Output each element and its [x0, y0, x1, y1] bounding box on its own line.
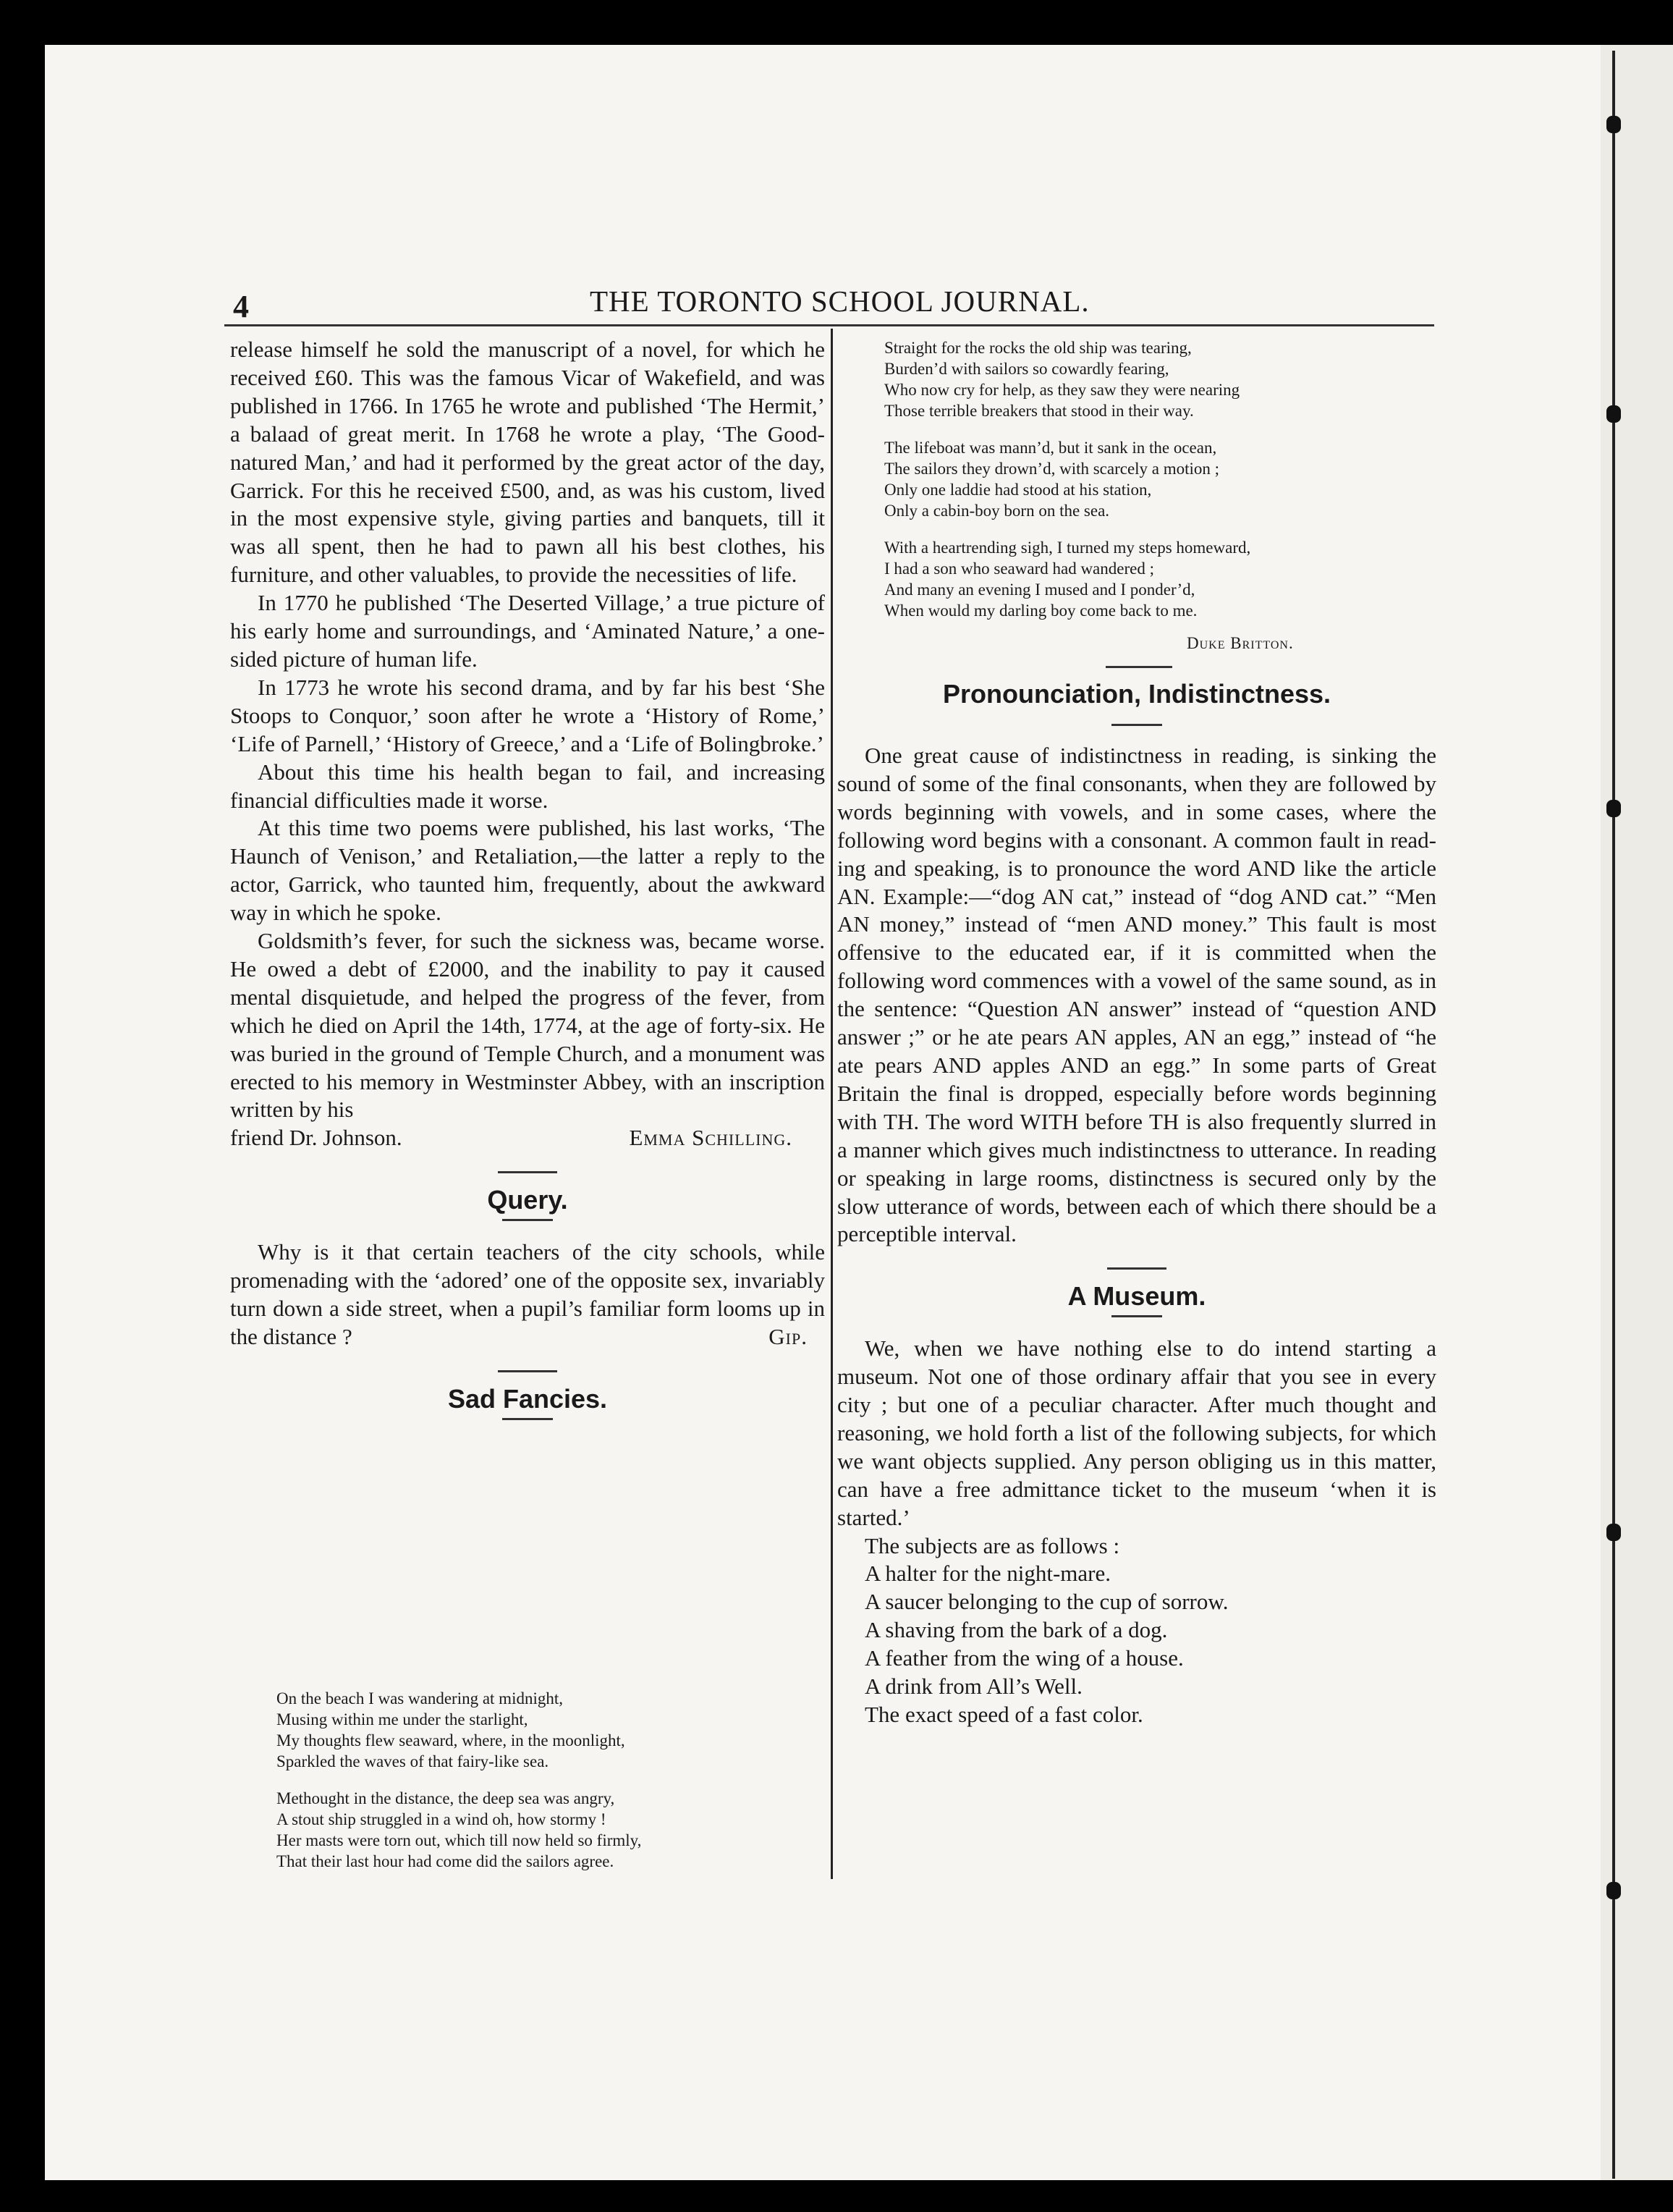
binding-line — [1612, 51, 1615, 2179]
pronunciation-heading: Pronounciation, Indistinctness. — [942, 679, 1331, 709]
query-signature: Gip. — [768, 1323, 808, 1349]
poem-line: Those terrible breakers that stood in their way. — [884, 402, 1194, 420]
poem-line: Who now cry for help, as they saw they were nearing — [884, 381, 1240, 399]
poem-line: With a heartrending sigh, I turned my steps homeward, — [884, 539, 1251, 557]
sad-fancies-poem-continued — [884, 337, 1250, 637]
poem-line: Musing within me under the starlight, — [276, 1710, 528, 1728]
poem-stanza — [884, 537, 1250, 621]
poem-stanza — [276, 1688, 641, 1772]
section-rule — [1107, 1267, 1166, 1270]
poem-line: And many an evening I mused and I ponder’d, — [884, 581, 1195, 599]
section-rule — [1111, 1315, 1162, 1317]
poem-stanza — [884, 437, 1250, 521]
page-number: 4 — [233, 289, 249, 324]
section-rule — [1106, 666, 1172, 668]
binding-knob — [1606, 405, 1621, 423]
pronunciation-text: One great cause of indistinctness in reading, is sinking the sound of some of the final consonants, when they are followed by words beginning with vowels, and in some cases, where the following word begins with a consonant. A common fault in reading and speaking, is to pronounce the word AND like the article AN. Example:—“dog AN cat,” instead of “dog AND cat.” “Men AN money,” instead of “men AND money.” This fault is most offensive to the educated ear, if it is committed when the following word commences with a vowel of the same sound, as in the sentence: “Question AN answer” instead of “question AND answer ;” or he ate pears AN apples, AN an egg,” instead of “he ate pears AND apples AND an egg.” In some parts of Great Britain the final is dropped, especially before words beginning with TH. The word WITH before TH is also frequently slurred in a manner which gives much indistinctness to utterance. In reading or speaking in large rooms, distinctness is secured only by the slow utterance of words, between each of which there should be a perceptible interval. — [837, 743, 1436, 1247]
poem-signature: Duke Britton. — [1187, 634, 1294, 652]
header-rule — [224, 324, 1434, 326]
museum-heading: A Museum. — [1067, 1281, 1206, 1312]
binding-knob — [1606, 800, 1621, 817]
binding-strip — [1601, 45, 1673, 2180]
list-item: A feather from the wing of a house. — [865, 1645, 1184, 1671]
sad-fancies-poem — [276, 1688, 641, 1888]
poem-line: Methought in the distance, the deep sea was angry, — [276, 1789, 615, 1807]
section-rule — [1111, 724, 1162, 726]
binding-knob — [1606, 116, 1621, 133]
poem-line: I had a son who seaward had wandered ; — [884, 560, 1154, 578]
poem-line: When would my darling boy come back to me. — [884, 601, 1198, 620]
list-item: A saucer belonging to the cup of sorrow. — [865, 1589, 1229, 1615]
right-column — [837, 724, 1436, 1729]
list-item: A shaving from the bark of a dog. — [865, 1617, 1168, 1643]
goldsmith-closing-line — [230, 1124, 825, 1152]
list-item: A drink from All’s Well. — [865, 1673, 1083, 1700]
poem-line: Straight for the rocks the old ship was tearing, — [884, 339, 1192, 357]
binding-knob — [1606, 1524, 1621, 1541]
section-rule — [502, 1219, 553, 1221]
query-heading: Query. — [487, 1185, 568, 1215]
museum-list — [837, 1532, 1436, 1729]
list-item: A halter for the night-mare. — [865, 1561, 1111, 1587]
goldsmith-paragraph: About this time his health began to fail, and increasing financial difficulties made it worse. — [230, 759, 825, 813]
poem-line: Sparkled the waves of that fairy-like sea. — [276, 1752, 549, 1770]
poem-line: Her masts were torn out, which till now held so firmly, — [276, 1831, 642, 1849]
poem-line: Only one laddie had stood at his station, — [884, 481, 1152, 499]
goldsmith-paragraph: At this time two poems were published, his last works, ‘The Haunch of Venison,’ and Retaliation,—the latter a reply to the actor, Garrick, who taunted him, frequently, about the awkward way in which he spoke. — [230, 815, 825, 926]
query-text: Why is it that certain teachers of the city schools, while promenading with the ‘adored’ one of the opposite sex, invariably turn down a side street, when a pupil’s familiar form looms up in the distance ? — [230, 1239, 825, 1349]
section-rule — [502, 1418, 553, 1420]
section-rule — [498, 1370, 557, 1372]
poem-line: Burden’d with sailors so cowardly fearing, — [884, 360, 1169, 378]
sad-fancies-heading: Sad Fancies. — [447, 1383, 608, 1414]
journal-title: THE TORONTO SCHOOL JOURNAL. — [590, 284, 1090, 318]
poem-line: A stout ship struggled in a wind oh, how stormy ! — [276, 1810, 606, 1828]
poem-line: The lifeboat was mann’d, but it sank in the ocean, — [884, 439, 1217, 457]
column-divider — [831, 329, 833, 1879]
goldsmith-paragraph: Goldsmith’s fever, for such the sickness was, became worse. He owed a debt of £2000, and the inability to pay it caused mental disquietude, and helped the progress of the fever, from which he died on April the 14th, 1774, at the age of forty-six. He was buried in the ground of Temple Church, and a monument was erected to his memory in Westminster Abbey, with an inscription written by his — [230, 928, 825, 1123]
poem-line: My thoughts flew seaward, where, in the moonlight, — [276, 1731, 625, 1749]
left-column — [230, 336, 825, 1420]
poem-line: That their last hour had come did the sailors agree. — [276, 1852, 614, 1870]
goldsmith-last-line: friend Dr. Johnson. — [230, 1125, 402, 1151]
list-item: The subjects are as follows : — [865, 1532, 1120, 1558]
goldsmith-signature: Emma Schilling. — [629, 1125, 792, 1151]
poem-line: Only a cabin-boy born on the sea. — [884, 502, 1110, 520]
goldsmith-paragraph: In 1770 he published ‘The Deserted Village,’ a true picture of his early home and surroundings, and ‘Aminated Nature,’ a one-sided picture of human life. — [230, 590, 825, 672]
poem-stanza — [276, 1788, 641, 1872]
binding-knob — [1606, 1882, 1621, 1899]
poem-stanza — [884, 337, 1250, 421]
goldsmith-paragraph: In 1773 he wrote his second drama, and by far his best ‘She Stoops to Conquor,’ soon after he wrote a ‘History of Rome,’ ‘Life of Parnell,’ ‘History of Greece,’ and a ‘Life of Bolingbroke.’ — [230, 674, 825, 756]
poem-line: On the beach I was wandering at midnight, — [276, 1689, 563, 1707]
goldsmith-paragraph: release himself he sold the manuscript of a novel, for which he received £60. This was the famous Vicar of Wakefield, and was published in 1766. In 1765 he wrote and published ‘The Hermit,’ a balaad of great merit. In 1768 he wrote a play, ‘The Good-natured Man,’ and had it performed by the great actor of the day, Garrick. For this he received £500, and, as was his custom, lived in the most expensive style, giving parties and banquets, till it was all spent, then he had to pawn all his best clothes, his furniture, and other valuables, to provide the necessities of life. — [230, 337, 825, 588]
section-rule — [498, 1171, 557, 1173]
poem-line: The sailors they drown’d, with scarcely a motion ; — [884, 460, 1220, 478]
museum-text: We, when we have nothing else to do intend starting a museum. Not one of those ordinary affair that you see in every city ; but one of a peculiar character. After much thought and reasoning, we hold forth a list of the following subjects, for which we want objects supplied. Any person obliging us in this matter, can have a free admittance ticket to the museum ‘when it is started.’ — [837, 1335, 1436, 1530]
list-item: The exact speed of a fast color. — [865, 1702, 1143, 1727]
